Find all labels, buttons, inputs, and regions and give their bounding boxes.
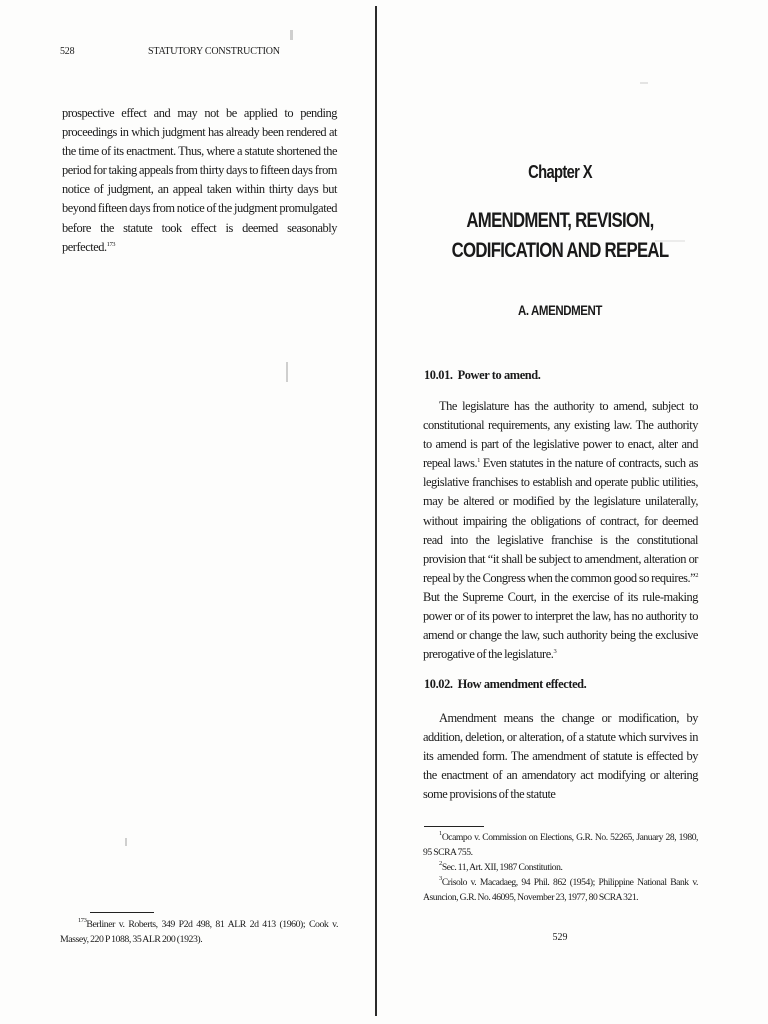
footnote-1 xyxy=(423,830,698,860)
paragraph-text: Amendment means the change or modification, by addition, deletion, or alteration, of a statute which survives in its amended form. The amendment of statute is effected by the enactment of an amendatory act modifying or altering some provisions of the statute xyxy=(423,711,698,802)
subsection-heading-10-01 xyxy=(424,368,540,383)
footnote-ref-2: 2 xyxy=(695,571,698,579)
subsection-heading-10-02 xyxy=(424,677,586,692)
chapter-title-line-2: CODIFICATION AND REPEAL xyxy=(451,239,669,262)
footnote-ref-173: 173 xyxy=(106,240,116,248)
chapter-number: Chapter X xyxy=(528,162,592,182)
footnote-marker: 3 xyxy=(439,875,442,882)
subsection-number: 10.02. xyxy=(424,677,453,691)
right-page xyxy=(420,0,700,1024)
left-footnote-rule xyxy=(90,912,154,913)
left-page-number: 528 xyxy=(60,46,75,57)
paragraph-power-to-amend xyxy=(423,397,698,664)
footnote-ref-3: 3 xyxy=(553,648,557,656)
left-footnote-text: Berliner v. Roberts, 349 P2d 498, 81 ALR 2d 413 (1960); Cook v. Massey, 220 P 1088, 35 ALR 200 (1923). xyxy=(60,919,338,945)
footnote-text: Crisolo v. Macadaeg, 94 Phil. 862 (1954); Philippine National Bank v. Asuncion, G.R. No. 46095, November 23, 1977, 80 SCRA 321. xyxy=(423,877,698,903)
book-spine-gutter xyxy=(375,6,377,1016)
footnote-3 xyxy=(423,875,698,905)
section-heading: A. AMENDMENT xyxy=(518,302,602,318)
footnote-marker-173: 173 xyxy=(78,917,87,924)
left-body-paragraph xyxy=(62,104,337,257)
chapter-title xyxy=(432,206,688,266)
paragraph-text: Even statutes in the nature of contracts, such as legislative franchises to establish and operate public utilities, may be altered or modified by the legislature unilaterally, without impairing the obligations of contract, for deemed read into the legislative franchise is the constitutional provision that “it shall be subject to amendment, alteration or repeal by the Congress when the common good so requires.” xyxy=(423,456,698,585)
right-footnote-rule xyxy=(424,826,484,827)
paragraph-text: The legislature has the authority to amend, subject to constitutional requirements, any existing law. The authority to amend is part of the legislative power to enact, alter and repeal laws. xyxy=(423,399,698,471)
subsection-number: 10.01. xyxy=(424,368,453,382)
subsection-title: How amendment effected. xyxy=(457,677,587,691)
left-body-text: prospective effect and may not be applied to pending proceedings in which judgment has already been rendered at the time of its enactment. Thus, where a statute shortened the period for taking appeals from thirty days to fifteen days from notice of judgment, an appeal taken within thirty days but beyond fifteen days from notice of the judgment promulgated before the statute took effect is deemed seasonably perfected. xyxy=(62,106,337,254)
paragraph-text: But the Supreme Court, in the exercise of its rule-making power or of its power to interpret the law, has no authority to amend or change the law, such authority being the exclusive prerogative of the legislature. xyxy=(423,589,698,662)
footnote-text: Sec. 11, Art. XII, 1987 Constitution. xyxy=(441,862,563,873)
right-footnotes xyxy=(423,830,698,905)
paragraph-how-amendment-effected xyxy=(423,709,698,804)
chapter-title-line-1: AMENDMENT, REVISION, xyxy=(466,209,654,232)
footnote-ref-1: 1 xyxy=(477,457,480,465)
footnote-marker: 2 xyxy=(439,860,442,867)
right-page-number: 529 xyxy=(552,932,568,943)
left-running-title: STATUTORY CONSTRUCTION xyxy=(148,46,280,57)
subsection-title: Power to amend. xyxy=(457,368,541,382)
footnote-marker: 1 xyxy=(439,830,442,837)
left-footnote xyxy=(60,918,338,947)
footnote-2 xyxy=(423,860,698,875)
left-page xyxy=(60,0,340,1024)
footnote-text: Ocampo v. Commission on Elections, G.R. No. 52265, January 28, 1980, 95 SCRA 755. xyxy=(423,832,698,858)
